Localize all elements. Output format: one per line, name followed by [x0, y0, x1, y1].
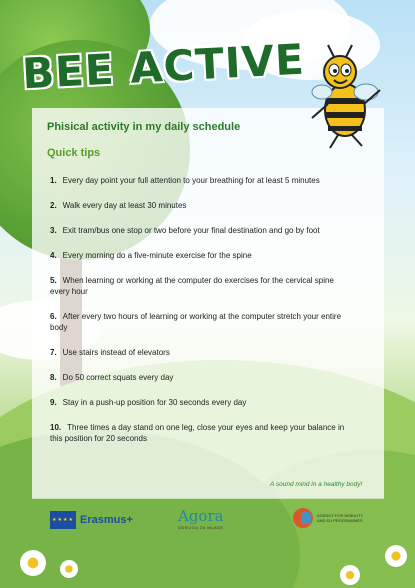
tip-item: [50, 275, 345, 297]
tip-item: [50, 175, 345, 186]
tip-item: [50, 200, 345, 211]
tip-item: [50, 311, 345, 333]
tip-number: 2.: [50, 201, 57, 210]
daisy-icon: [20, 550, 46, 576]
tip-number: 6.: [50, 312, 57, 321]
tip-item: [50, 397, 345, 408]
daisy-icon: [60, 560, 78, 578]
eu-flag-icon: ★★★★: [50, 511, 76, 529]
tip-item: [50, 347, 345, 358]
tip-item: [50, 422, 345, 444]
daisy-icon: [385, 545, 407, 567]
bee-mascot-icon: [300, 40, 390, 150]
agency-label: AGENCY FOR MOBILITY AND EU PROGRAMMES: [317, 513, 364, 523]
agency-logo: [293, 508, 365, 528]
tips-list: [50, 175, 345, 444]
tip-number: 4.: [50, 251, 57, 260]
footer-divider: [32, 498, 384, 499]
daisy-icon: [340, 565, 360, 585]
tip-number: 9.: [50, 398, 57, 407]
tip-text: Use stairs instead of elevators: [62, 348, 170, 357]
tip-text: When learning or working at the computer do exercises for the cervical spine every hour: [50, 276, 334, 296]
tip-text: Do 50 correct squats every day: [62, 373, 174, 382]
tip-text: After every two hours of learning or working at the computer stretch your entire body: [50, 312, 342, 332]
poster-title: BEE ACTIVE: [20, 34, 306, 99]
agora-subtitle: UDRUGA ZA MLADE: [178, 525, 224, 530]
section-heading: Quick tips: [47, 147, 101, 159]
agency-mark-icon: [293, 508, 313, 528]
tip-number: 7.: [50, 348, 57, 357]
agora-logo: [178, 507, 224, 530]
tip-number: 1.: [50, 176, 57, 185]
agora-name: Agora: [178, 507, 224, 525]
slogan: A sound mind in a healthy body!: [270, 481, 363, 488]
tip-number: 8.: [50, 373, 57, 382]
tip-text: Three times a day stand on one leg, close your eyes and keep your balance in this position for 20 seconds: [50, 423, 345, 443]
erasmus-logo: [50, 511, 133, 529]
tip-text: Every morning do a five-minute exercise for the spine: [62, 251, 252, 260]
erasmus-label: Erasmus+: [80, 514, 133, 526]
tip-number: 3.: [50, 226, 57, 235]
tip-number: 10.: [50, 423, 62, 432]
tip-item: [50, 225, 345, 236]
tip-text: Every day point your full attention to your breathing for at least 5 minutes: [62, 176, 320, 185]
tip-text: Stay in a push-up position for 30 seconds every day: [62, 398, 247, 407]
tip-text: Exit tram/bus one stop or two before your final destination and go by foot: [62, 226, 320, 235]
tip-item: [50, 372, 345, 383]
poster-subtitle: Phisical activity in my daily schedule: [47, 121, 241, 133]
tip-item: [50, 250, 345, 261]
tip-number: 5.: [50, 276, 57, 285]
tip-text: Walk every day at least 30 minutes: [62, 201, 187, 210]
